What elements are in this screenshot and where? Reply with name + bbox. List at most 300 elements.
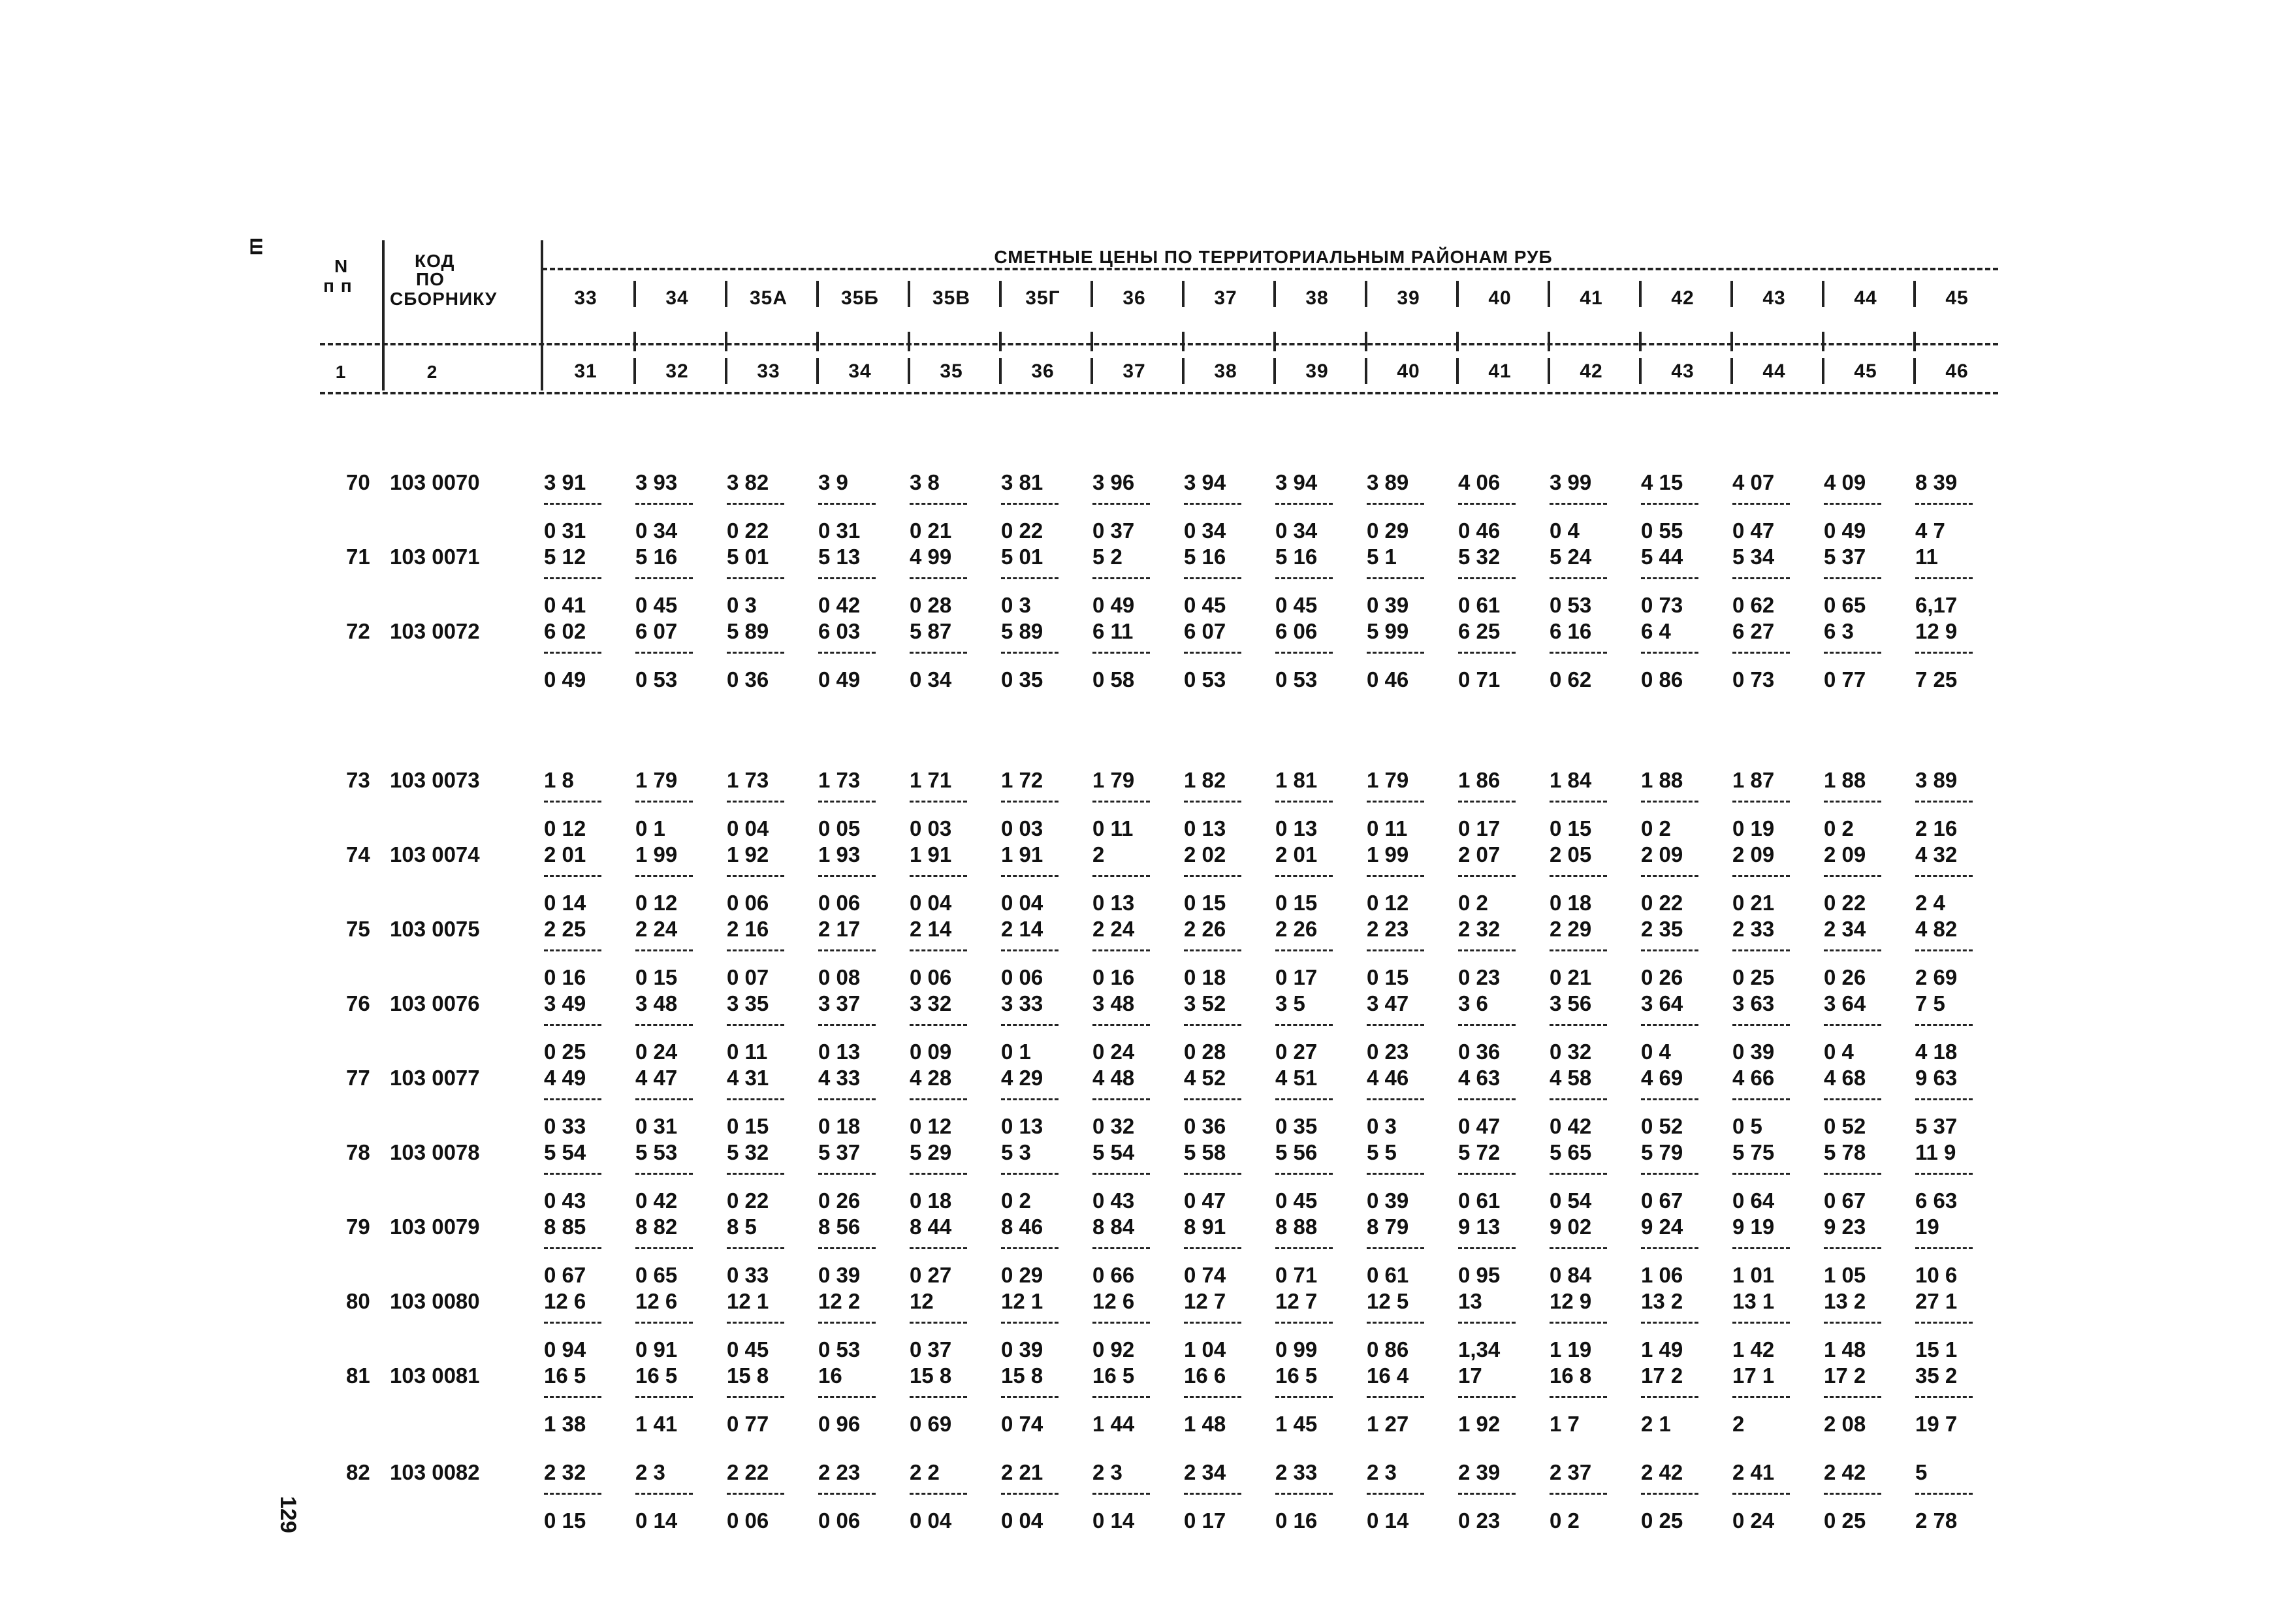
district-number: 35А bbox=[749, 287, 788, 309]
fraction-line bbox=[1092, 801, 1150, 803]
price-lower: 0 39 bbox=[1732, 1040, 1775, 1064]
fraction-line bbox=[1184, 577, 1241, 579]
fraction-line bbox=[1184, 875, 1241, 877]
price-lower: 0 04 bbox=[727, 816, 769, 840]
price-upper: 4 06 bbox=[1458, 470, 1501, 494]
price-upper: 2 3 bbox=[1367, 1460, 1397, 1484]
fraction-line bbox=[544, 1493, 601, 1495]
price-upper: 5 13 bbox=[818, 545, 861, 569]
price-upper: 12 6 bbox=[635, 1289, 678, 1313]
fraction-line bbox=[1001, 949, 1058, 951]
price-upper: 1 79 bbox=[1092, 768, 1135, 792]
price-upper: 4 33 bbox=[818, 1066, 861, 1090]
column-separator bbox=[1822, 281, 1824, 307]
price-upper: 4 47 bbox=[635, 1066, 678, 1090]
fraction-line bbox=[818, 875, 876, 877]
fraction-line bbox=[1550, 577, 1607, 579]
price-upper: 3 64 bbox=[1641, 991, 1683, 1015]
fraction-line bbox=[635, 1024, 693, 1026]
price-lower: 0 92 bbox=[1092, 1337, 1135, 1361]
price-lower: 0 11 bbox=[1367, 816, 1408, 840]
column-separator bbox=[1456, 332, 1459, 351]
fraction-line bbox=[1732, 1247, 1790, 1249]
price-upper: 4 69 bbox=[1641, 1066, 1683, 1090]
price-upper: 3 96 bbox=[1092, 470, 1135, 494]
column-separator bbox=[725, 281, 727, 307]
price-upper: 1 71 bbox=[910, 768, 952, 792]
price-upper: 2 26 bbox=[1275, 917, 1318, 941]
fraction-line bbox=[1001, 1322, 1058, 1324]
fraction-line bbox=[1367, 801, 1424, 803]
column-number: 43 bbox=[1671, 360, 1695, 382]
price-lower: 0 95 bbox=[1458, 1263, 1501, 1287]
column-number: 45 bbox=[1854, 360, 1877, 382]
price-lower: 0 24 bbox=[635, 1040, 678, 1064]
price-lower: 0 35 bbox=[1001, 667, 1043, 692]
column-separator bbox=[1365, 332, 1367, 351]
fraction-line bbox=[727, 1173, 784, 1175]
fraction-line bbox=[1824, 949, 1881, 951]
price-upper: 2 23 bbox=[1367, 917, 1409, 941]
fraction-line bbox=[1367, 577, 1424, 579]
price-upper: 5 54 bbox=[1092, 1140, 1135, 1164]
fraction-line bbox=[1092, 1322, 1150, 1324]
price-upper: 2 32 bbox=[544, 1460, 586, 1484]
price-upper: 3 5 bbox=[1275, 991, 1305, 1015]
column-separator bbox=[1182, 281, 1185, 307]
fraction-line bbox=[635, 577, 693, 579]
price-lower: 0 69 bbox=[910, 1412, 952, 1436]
price-lower: 0 53 bbox=[1275, 667, 1318, 692]
row-code: 103 0074 bbox=[390, 842, 480, 867]
price-upper: 3 35 bbox=[727, 991, 769, 1015]
price-upper: 8 88 bbox=[1275, 1215, 1318, 1239]
price-upper: 8 46 bbox=[1001, 1215, 1043, 1239]
fraction-line bbox=[1001, 1396, 1058, 1398]
fraction-line bbox=[818, 652, 876, 654]
price-upper: 4 51 bbox=[1275, 1066, 1318, 1090]
price-lower: 0 74 bbox=[1001, 1412, 1043, 1436]
price-lower: 0 05 bbox=[818, 816, 861, 840]
price-lower: 0 34 bbox=[1275, 518, 1318, 543]
price-lower: 0 53 bbox=[635, 667, 678, 692]
fraction-line bbox=[1550, 1247, 1607, 1249]
fraction-line bbox=[727, 801, 784, 803]
price-lower: 0 14 bbox=[635, 1508, 678, 1533]
price-lower: 0 36 bbox=[1458, 1040, 1501, 1064]
price-lower: 0 4 bbox=[1824, 1040, 1854, 1064]
price-upper: 5 29 bbox=[910, 1140, 952, 1164]
price-upper: 3 48 bbox=[635, 991, 678, 1015]
price-lower: 0 28 bbox=[910, 593, 952, 617]
price-upper: 2 2 bbox=[910, 1460, 940, 1484]
price-upper: 12 1 bbox=[1001, 1289, 1043, 1313]
price-lower: 0 22 bbox=[1824, 891, 1866, 915]
fraction-line bbox=[635, 1396, 693, 1398]
row-code: 103 0077 bbox=[390, 1066, 480, 1090]
fraction-line bbox=[1275, 1098, 1333, 1100]
price-upper: 17 bbox=[1458, 1363, 1482, 1388]
fraction-line bbox=[1001, 1493, 1058, 1495]
fraction-line bbox=[727, 503, 784, 505]
price-upper: 5 44 bbox=[1641, 545, 1683, 569]
column-number: 40 bbox=[1397, 360, 1420, 382]
price-lower: 0 49 bbox=[544, 667, 586, 692]
fraction-line bbox=[1732, 577, 1790, 579]
price-lower: 0 12 bbox=[910, 1114, 952, 1138]
price-lower: 0 18 bbox=[1184, 965, 1226, 989]
price-upper: 8 82 bbox=[635, 1215, 678, 1239]
price-lower: 1 06 bbox=[1641, 1263, 1683, 1287]
price-lower: 4 7 bbox=[1915, 518, 1945, 543]
fraction-line bbox=[635, 1247, 693, 1249]
price-upper: 3 52 bbox=[1184, 991, 1226, 1015]
price-lower: 0 49 bbox=[1824, 518, 1866, 543]
price-lower: 0 62 bbox=[1550, 667, 1592, 692]
price-upper: 8 5 bbox=[727, 1215, 757, 1239]
fraction-line bbox=[1092, 1024, 1150, 1026]
fraction-line bbox=[1915, 1493, 1973, 1495]
price-lower: 0 31 bbox=[544, 518, 586, 543]
price-upper: 3 93 bbox=[635, 470, 678, 494]
price-lower: 0 73 bbox=[1641, 593, 1683, 617]
price-lower: 0 06 bbox=[1001, 965, 1043, 989]
price-lower: 0 1 bbox=[635, 816, 665, 840]
price-upper: 2 01 bbox=[544, 842, 586, 867]
price-upper: 11 9 bbox=[1915, 1140, 1956, 1164]
fraction-line bbox=[1550, 1024, 1607, 1026]
price-upper: 2 14 bbox=[910, 917, 952, 941]
price-lower: 0 34 bbox=[910, 667, 952, 692]
pp-label: п п bbox=[323, 276, 353, 296]
fraction-line bbox=[1732, 1493, 1790, 1495]
fraction-line bbox=[1458, 1098, 1516, 1100]
fraction-line bbox=[1001, 801, 1058, 803]
price-upper: 8 79 bbox=[1367, 1215, 1409, 1239]
price-lower: 0 53 bbox=[1550, 593, 1592, 617]
price-lower: 0 21 bbox=[1550, 965, 1592, 989]
price-upper: 13 2 bbox=[1641, 1289, 1683, 1313]
row-number: 78 bbox=[346, 1140, 370, 1164]
price-upper: 2 01 bbox=[1275, 842, 1318, 867]
fraction-line bbox=[1001, 1098, 1058, 1100]
price-upper: 4 52 bbox=[1184, 1066, 1226, 1090]
price-upper: 5 37 bbox=[1824, 545, 1866, 569]
fraction-line bbox=[1732, 1173, 1790, 1175]
price-lower: 0 67 bbox=[544, 1263, 586, 1287]
price-lower: 0 96 bbox=[818, 1412, 861, 1436]
price-upper: 2 24 bbox=[635, 917, 678, 941]
fraction-line bbox=[1732, 1098, 1790, 1100]
price-lower: 0 15 bbox=[544, 1508, 586, 1533]
fraction-line bbox=[1458, 1322, 1516, 1324]
price-lower: 0 53 bbox=[818, 1337, 861, 1361]
row-code: 103 0075 bbox=[390, 917, 480, 941]
price-lower: 1 48 bbox=[1824, 1337, 1866, 1361]
fraction-line bbox=[1824, 503, 1881, 505]
price-lower: 0 11 bbox=[727, 1040, 768, 1064]
price-upper: 5 16 bbox=[635, 545, 678, 569]
price-upper: 5 79 bbox=[1641, 1140, 1683, 1164]
column-number: 42 bbox=[1580, 360, 1603, 382]
fraction-line bbox=[1824, 875, 1881, 877]
fraction-line bbox=[544, 1322, 601, 1324]
fraction-line bbox=[1458, 1396, 1516, 1398]
row-number: 73 bbox=[346, 768, 370, 792]
price-upper: 3 94 bbox=[1184, 470, 1226, 494]
price-upper: 8 91 bbox=[1184, 1215, 1226, 1239]
price-upper: 5 34 bbox=[1732, 545, 1775, 569]
fraction-line bbox=[910, 1322, 967, 1324]
price-upper: 15 8 bbox=[727, 1363, 769, 1388]
fraction-line bbox=[1824, 1322, 1881, 1324]
price-upper: 5 5 bbox=[1367, 1140, 1397, 1164]
price-lower: 0 41 bbox=[544, 593, 586, 617]
price-lower: 0 39 bbox=[1367, 1188, 1409, 1213]
fraction-line bbox=[818, 503, 876, 505]
fraction-line bbox=[635, 652, 693, 654]
price-lower: 0 77 bbox=[1824, 667, 1866, 692]
price-upper: 2 09 bbox=[1641, 842, 1683, 867]
fraction-line bbox=[818, 1173, 876, 1175]
column-separator bbox=[1548, 281, 1550, 307]
price-upper: 2 39 bbox=[1458, 1460, 1501, 1484]
fraction-line bbox=[1367, 1322, 1424, 1324]
price-lower: 0 4 bbox=[1641, 1040, 1671, 1064]
price-lower: 0 04 bbox=[910, 891, 952, 915]
fraction-line bbox=[727, 652, 784, 654]
district-number: 40 bbox=[1488, 287, 1512, 309]
table-title: СМЕТНЫЕ ЦЕНЫ ПО ТЕРРИТОРИАЛЬНЫМ РАЙОНАМ РУБ bbox=[994, 247, 1553, 267]
district-number: 43 bbox=[1762, 287, 1786, 309]
column-separator bbox=[633, 281, 636, 307]
fraction-line bbox=[1732, 1322, 1790, 1324]
price-lower: 0 45 bbox=[727, 1337, 769, 1361]
price-upper: 2 26 bbox=[1184, 917, 1226, 941]
price-upper: 6 3 bbox=[1824, 619, 1854, 643]
column-separator bbox=[1913, 281, 1916, 307]
price-upper: 2 33 bbox=[1732, 917, 1775, 941]
column-number: 31 bbox=[574, 360, 597, 382]
fraction-line bbox=[1641, 503, 1698, 505]
fraction-line bbox=[1275, 1322, 1333, 1324]
price-lower: 0 45 bbox=[1275, 593, 1318, 617]
price-upper: 2 21 bbox=[1001, 1460, 1043, 1484]
price-upper: 5 3 bbox=[1001, 1140, 1031, 1164]
price-lower: 2 bbox=[1732, 1412, 1745, 1436]
fraction-line bbox=[910, 503, 967, 505]
fraction-line bbox=[1824, 577, 1881, 579]
fraction-line bbox=[1550, 1396, 1607, 1398]
price-lower: 0 49 bbox=[1092, 593, 1135, 617]
price-upper: 5 54 bbox=[544, 1140, 586, 1164]
fraction-line bbox=[635, 503, 693, 505]
price-upper: 2 16 bbox=[727, 917, 769, 941]
fraction-line bbox=[727, 1024, 784, 1026]
fraction-line bbox=[818, 1024, 876, 1026]
price-upper: 5 16 bbox=[1184, 545, 1226, 569]
column-separator bbox=[1090, 358, 1093, 384]
price-lower: 0 16 bbox=[544, 965, 586, 989]
price-upper: 4 68 bbox=[1824, 1066, 1866, 1090]
fraction-line bbox=[818, 1493, 876, 1495]
price-lower: 0 45 bbox=[635, 593, 678, 617]
page-number: 129 bbox=[275, 1496, 300, 1533]
price-upper: 16 8 bbox=[1550, 1363, 1592, 1388]
fraction-line bbox=[1824, 1396, 1881, 1398]
price-lower: 0 17 bbox=[1184, 1508, 1226, 1533]
price-upper: 2 25 bbox=[544, 917, 586, 941]
fraction-line bbox=[1550, 1322, 1607, 1324]
price-lower: 0 26 bbox=[818, 1188, 861, 1213]
fraction-line bbox=[1915, 1322, 1973, 1324]
fraction-line bbox=[1184, 1173, 1241, 1175]
fraction-line bbox=[1915, 577, 1973, 579]
fraction-line bbox=[1915, 1098, 1973, 1100]
price-lower: 0 13 bbox=[818, 1040, 861, 1064]
column-separator bbox=[999, 332, 1002, 351]
price-lower: 2 08 bbox=[1824, 1412, 1866, 1436]
fraction-line bbox=[1367, 1173, 1424, 1175]
price-lower: 0 13 bbox=[1001, 1114, 1043, 1138]
column-separator bbox=[382, 240, 385, 390]
fraction-line bbox=[1641, 949, 1698, 951]
price-lower: 0 3 bbox=[727, 593, 757, 617]
fraction-line bbox=[1275, 1247, 1333, 1249]
fraction-line bbox=[1184, 1098, 1241, 1100]
price-upper: 16 5 bbox=[1275, 1363, 1318, 1388]
price-upper: 3 82 bbox=[727, 470, 769, 494]
price-lower: 0 2 bbox=[1641, 816, 1671, 840]
price-upper: 2 07 bbox=[1458, 842, 1501, 867]
fraction-line bbox=[1732, 801, 1790, 803]
price-upper: 3 8 bbox=[910, 470, 940, 494]
price-lower: 0 36 bbox=[1184, 1114, 1226, 1138]
district-number: 42 bbox=[1671, 287, 1695, 309]
price-upper: 2 32 bbox=[1458, 917, 1501, 941]
column-number: 33 bbox=[757, 360, 780, 382]
price-upper: 1 92 bbox=[727, 842, 769, 867]
column-separator bbox=[1548, 358, 1550, 384]
price-upper: 2 02 bbox=[1184, 842, 1226, 867]
price-upper: 6 25 bbox=[1458, 619, 1501, 643]
price-upper: 3 32 bbox=[910, 991, 952, 1015]
fraction-line bbox=[1824, 801, 1881, 803]
price-upper: 3 64 bbox=[1824, 991, 1866, 1015]
column-separator bbox=[725, 358, 727, 384]
fraction-line bbox=[1001, 1173, 1058, 1175]
price-lower: 0 3 bbox=[1001, 593, 1031, 617]
column-separator bbox=[1273, 281, 1276, 307]
price-lower: 0 03 bbox=[910, 816, 952, 840]
fraction-line bbox=[1367, 652, 1424, 654]
row-code: 103 0072 bbox=[390, 619, 480, 643]
fraction-line bbox=[1458, 577, 1516, 579]
price-lower: 0 03 bbox=[1001, 816, 1043, 840]
fraction-line bbox=[544, 949, 601, 951]
price-lower: 1 44 bbox=[1092, 1412, 1135, 1436]
fraction-line bbox=[1367, 503, 1424, 505]
price-lower: 0 36 bbox=[727, 667, 769, 692]
price-upper: 9 23 bbox=[1824, 1215, 1866, 1239]
column-separator bbox=[908, 281, 910, 307]
row-number: 70 bbox=[346, 470, 370, 494]
price-lower: 0 2 bbox=[1458, 891, 1488, 915]
fraction-line bbox=[1458, 652, 1516, 654]
fraction-line bbox=[1001, 652, 1058, 654]
district-number: 44 bbox=[1854, 287, 1877, 309]
price-lower: 0 5 bbox=[1732, 1114, 1762, 1138]
price-lower: 1,34 bbox=[1458, 1337, 1501, 1361]
price-upper: 3 48 bbox=[1092, 991, 1135, 1015]
price-lower: 0 74 bbox=[1184, 1263, 1226, 1287]
fraction-line bbox=[1001, 1247, 1058, 1249]
price-lower: 0 15 bbox=[1367, 965, 1409, 989]
price-lower: 0 37 bbox=[910, 1337, 952, 1361]
fraction-line bbox=[1184, 1247, 1241, 1249]
price-lower: 0 22 bbox=[727, 1188, 769, 1213]
price-upper: 16 5 bbox=[1092, 1363, 1135, 1388]
column-separator bbox=[1456, 358, 1459, 384]
fraction-line bbox=[1001, 503, 1058, 505]
price-upper: 12 6 bbox=[1092, 1289, 1135, 1313]
price-upper: 5 65 bbox=[1550, 1140, 1592, 1164]
price-upper: 16 6 bbox=[1184, 1363, 1226, 1388]
fraction-line bbox=[1092, 652, 1150, 654]
price-upper: 1 8 bbox=[544, 768, 574, 792]
price-upper: 2 3 bbox=[635, 1460, 665, 1484]
row-number: 80 bbox=[346, 1289, 370, 1313]
price-upper: 3 37 bbox=[818, 991, 861, 1015]
price-upper: 5 89 bbox=[1001, 619, 1043, 643]
price-upper: 3 99 bbox=[1550, 470, 1592, 494]
fraction-line bbox=[818, 577, 876, 579]
fraction-line bbox=[544, 1173, 601, 1175]
fraction-line bbox=[727, 949, 784, 951]
price-upper: 1 81 bbox=[1275, 768, 1318, 792]
fraction-line bbox=[1458, 1247, 1516, 1249]
price-upper: 1 79 bbox=[635, 768, 678, 792]
price-upper: 6 07 bbox=[1184, 619, 1226, 643]
fraction-line bbox=[1732, 652, 1790, 654]
price-lower: 0 25 bbox=[1824, 1508, 1866, 1533]
price-lower: 0 33 bbox=[727, 1263, 769, 1287]
fraction-line bbox=[818, 1322, 876, 1324]
fraction-line bbox=[727, 1098, 784, 1100]
fraction-line bbox=[1641, 1322, 1698, 1324]
fraction-line bbox=[1367, 1396, 1424, 1398]
header-rule bbox=[542, 268, 1998, 270]
price-upper: 16 5 bbox=[544, 1363, 586, 1388]
column-separator bbox=[1456, 281, 1459, 307]
fraction-line bbox=[1092, 577, 1150, 579]
fraction-line bbox=[1915, 652, 1973, 654]
fraction-line bbox=[1915, 949, 1973, 951]
price-upper: 4 29 bbox=[1001, 1066, 1043, 1090]
price-upper: 2 09 bbox=[1824, 842, 1866, 867]
row-number: 81 bbox=[346, 1363, 370, 1388]
price-lower: 0 46 bbox=[1458, 518, 1501, 543]
fraction-line bbox=[635, 1098, 693, 1100]
price-lower: 2 16 bbox=[1915, 816, 1958, 840]
price-upper: 1 73 bbox=[727, 768, 769, 792]
fraction-line bbox=[1458, 875, 1516, 877]
column-separator bbox=[1090, 332, 1093, 351]
district-number: 37 bbox=[1214, 287, 1237, 309]
price-lower: 0 42 bbox=[635, 1188, 678, 1213]
row-code: 103 0071 bbox=[390, 545, 480, 569]
fraction-line bbox=[1092, 1396, 1150, 1398]
